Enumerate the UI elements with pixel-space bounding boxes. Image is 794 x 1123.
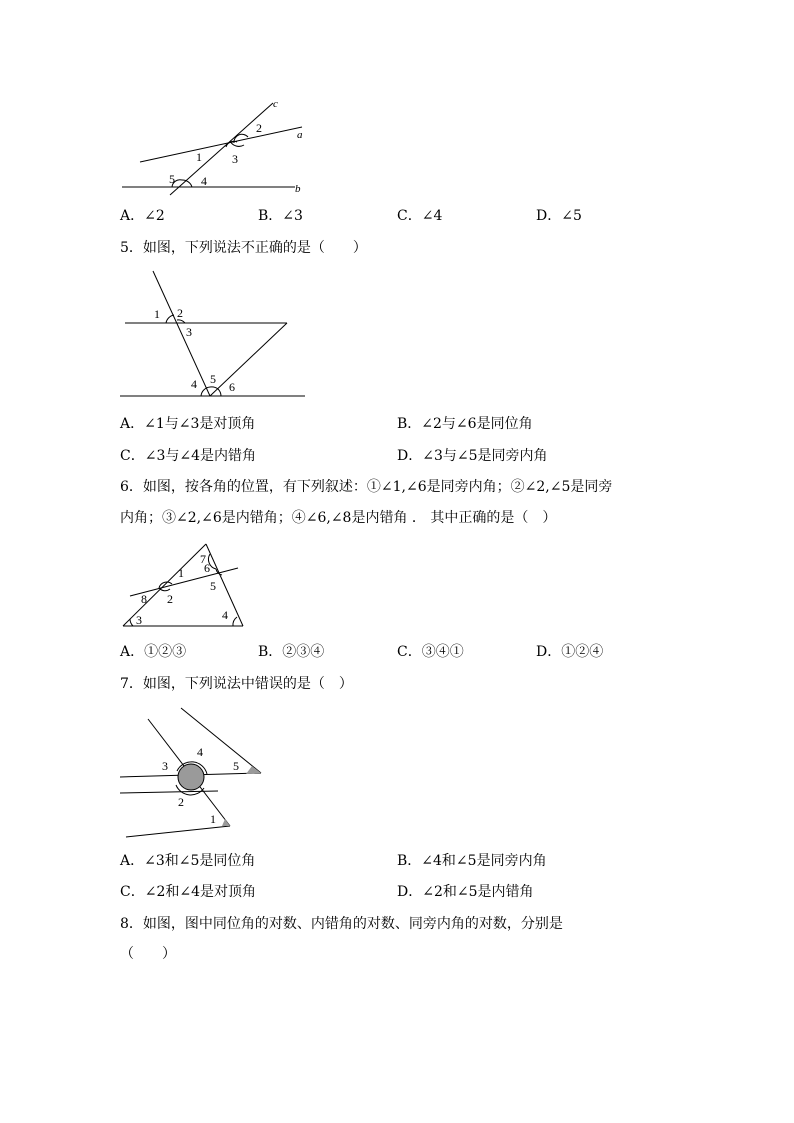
figure-q4 — [110, 95, 330, 200]
label-b: b — [295, 183, 301, 195]
q6-label-3: 3 — [136, 613, 142, 627]
q5-label-3: 3 — [186, 325, 192, 339]
q5-option-c[interactable]: C．∠3与∠4是内错角 — [120, 448, 256, 464]
q7-option-c[interactable]: C．∠2和∠4是对顶角 — [120, 884, 256, 900]
q8-answer-paren: （ ） — [120, 946, 176, 962]
q4-option-a[interactable]: A．∠2 — [120, 208, 165, 224]
q6-stem-line1: 6．如图，按各角的位置，有下列叙述：①∠1,∠6是同旁内角；②∠2,∠5是同旁 — [120, 479, 613, 495]
q5-label-1: 1 — [154, 307, 160, 321]
q6-option-b[interactable]: B．②③④ — [258, 644, 325, 660]
q6-option-c[interactable]: C．③④① — [397, 644, 464, 660]
label-a: a — [297, 129, 303, 141]
label-5: 5 — [169, 172, 175, 186]
q4-option-d[interactable]: D．∠5 — [536, 208, 582, 224]
q7-label-1: 1 — [210, 812, 216, 826]
q6-label-2: 2 — [167, 592, 173, 606]
q6-option-a[interactable]: A．①②③ — [120, 644, 187, 660]
q7-label-2: 2 — [178, 795, 184, 809]
q5-label-4: 4 — [191, 377, 197, 391]
q5-label-6: 6 — [229, 380, 235, 394]
q6-label-8: 8 — [141, 592, 147, 606]
label-c: c — [273, 98, 278, 110]
q5-option-a[interactable]: A．∠1与∠3是对顶角 — [120, 416, 256, 432]
label-3: 3 — [232, 152, 238, 166]
label-2: 2 — [256, 121, 262, 135]
q6-label-1: 1 — [178, 566, 184, 580]
q7-label-4: 4 — [197, 745, 203, 759]
q7-stem: 7．如图，下列说法中错误的是（ ） — [120, 676, 353, 692]
q5-option-b[interactable]: B．∠2与∠6是同位角 — [397, 416, 533, 432]
figure-q5 — [115, 268, 315, 403]
q4-option-c[interactable]: C．∠4 — [397, 208, 443, 224]
label-1: 1 — [196, 150, 202, 164]
q7-label-3: 3 — [162, 759, 168, 773]
q6-stem-line2: 内角；③∠2,∠6是内错角；④∠6,∠8是内错角 ． 其中正确的是（ ） — [120, 510, 557, 526]
q7-label-5: 5 — [233, 759, 239, 773]
q7-option-d[interactable]: D．∠2和∠5是内错角 — [397, 884, 534, 900]
q5-option-d[interactable]: D．∠3与∠5是同旁内角 — [397, 448, 548, 464]
q6-label-6: 6 — [204, 561, 210, 575]
q6-label-7: 7 — [200, 552, 206, 566]
q7-option-a[interactable]: A．∠3和∠5是同位角 — [120, 853, 256, 869]
q6-option-d[interactable]: D．①②④ — [536, 644, 604, 660]
q4-option-b[interactable]: B．∠3 — [258, 208, 303, 224]
q8-stem: 8．如图，图中同位角的对数、内错角的对数、同旁内角的对数，分别是 — [120, 916, 563, 932]
figure-q7 — [118, 704, 268, 840]
label-4: 4 — [201, 174, 207, 188]
q5-label-5: 5 — [210, 372, 216, 386]
q5-label-2: 2 — [177, 306, 183, 320]
q6-label-4: 4 — [222, 608, 228, 622]
figure-q6 — [118, 540, 248, 632]
q6-label-5: 5 — [210, 579, 216, 593]
q7-option-b[interactable]: B．∠4和∠5是同旁内角 — [397, 853, 547, 869]
q5-stem: 5．如图，下列说法不正确的是（ ） — [120, 240, 367, 256]
